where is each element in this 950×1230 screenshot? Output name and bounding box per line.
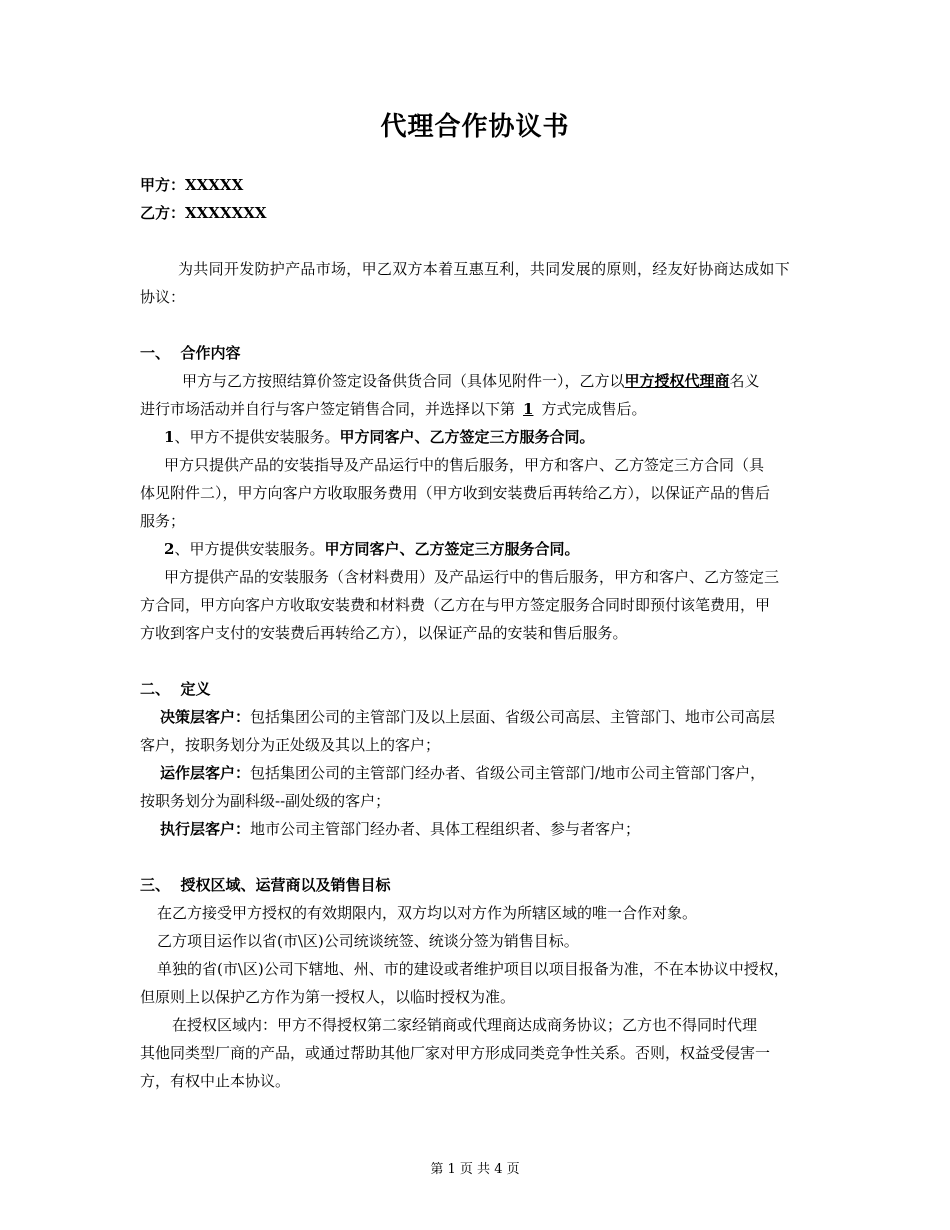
intro-line-2: 协议：: [140, 288, 186, 306]
text-run: 包括集团公司的主管部门及以上层面、省级公司高层、主管部门、地市公司高层: [250, 708, 776, 726]
option-1-para-line-3: 服务；: [140, 512, 186, 530]
definition-operation-line-1: [160, 763, 765, 783]
definition-decision-line-2: 客户，按职务划分为正处级及其以上的客户；: [140, 736, 441, 754]
section-3-line-5: 在授权区域内：甲方不得授权第二家经销商或代理商达成商务协议；乙方也不得同时代理: [172, 1016, 758, 1034]
party-a-line: [140, 175, 243, 195]
text-run: 进行市场活动并自行与客户签定销售合同，并选择以下第: [140, 400, 516, 418]
text-run: 、甲方提供安装服务。: [174, 540, 325, 558]
option-2-para-line-2: 方合同，甲方向客户方收取安装费和材料费（乙方在与甲方签定服务合同时即预付该笔费用，甲: [140, 596, 771, 614]
definition-term: 决策层客户：: [160, 708, 251, 726]
party-b-line: [140, 203, 266, 223]
option-1-number: 1: [164, 428, 175, 446]
intro-line-1: 为共同开发防护产品市场，甲乙双方本着互惠互利，共同发展的原则，经友好协商达成如下: [178, 260, 791, 278]
text-run: 方式完成售后。: [541, 400, 647, 418]
section-2-heading: 二、 定义: [140, 680, 211, 698]
definition-term: 执行层客户：: [160, 820, 251, 838]
section-3-line-3: 单独的省(市\区)公司下辖地、州、市的建设或者维护项目以项目报备为准，不在本协议中授权，: [157, 960, 789, 978]
text-run: 名义: [729, 372, 760, 390]
text-run: 、甲方不提供安装服务。: [174, 428, 340, 446]
option-1-para-line-1: 甲方只提供产品的安装指导及产品运行中的售后服务，甲方和客户、乙方签定三方合同（具: [164, 456, 765, 474]
document-title: 代理合作协议书: [380, 112, 570, 142]
option-2-para-line-3: 方收到客户支付的安装费后再转给乙方），以保证产品的安装和售后服务。: [140, 624, 628, 642]
section-3-line-7: 方，有权中止本协议。: [140, 1072, 291, 1090]
section-3-line-4: 但原则上以保护乙方作为第一授权人，以临时授权为准。: [140, 988, 516, 1006]
option-2-bold: 甲方同客户、乙方签定三方服务合同。: [324, 540, 580, 558]
section-1-heading: 一、 合作内容: [140, 344, 241, 362]
party-a-name: XXXXX: [185, 176, 244, 194]
section-3-line-2: 乙方项目运作以省(市\区)公司统谈统签、统谈分签为销售目标。: [157, 932, 579, 950]
definition-decision-line-1: [160, 707, 775, 727]
option-2-para-line-1: 甲方提供产品的安装服务（含材料费用）及产品运行中的售后服务，甲方和客户、乙方签定三: [164, 568, 780, 586]
section-3-heading: 三、 授权区域、运营商以及销售目标: [140, 876, 391, 894]
section-3-line-6: 其他同类型厂商的产品，或通过帮助其他厂家对甲方形成同类竞争性关系。否则，权益受侵害一: [140, 1044, 771, 1062]
section-1-para-line-1: [182, 371, 760, 391]
text-run: 地市公司主管部门经办者、具体工程组织者、参与者客户；: [250, 820, 641, 838]
party-a-label: 甲方：: [140, 176, 186, 194]
option-1-line: [164, 427, 594, 447]
definition-execution-line-1: [160, 819, 640, 839]
option-1-para-line-2: 体见附件二），甲方向客户方收取服务费用（甲方收到安装费后再转给乙方），以保证产品的售后: [140, 484, 771, 502]
party-b-label: 乙方：: [140, 204, 186, 222]
text-run: 甲方与乙方按照结算价签定设备供货合同（具体见附件一），乙方以: [182, 372, 625, 390]
page-footer: 第 1 页 共 4 页: [430, 1162, 520, 1177]
section-3-line-1: 在乙方接受甲方授权的有效期限内，双方均以对方作为所辖区域的唯一合作对象。: [157, 904, 698, 922]
definition-operation-line-2: 按职务划分为副科级--副处级的客户；: [140, 792, 391, 810]
option-1-bold: 甲方同客户、乙方签定三方服务合同。: [339, 428, 595, 446]
service-option-number: 1: [523, 400, 534, 418]
authorized-agent-term: 甲方授权代理商: [624, 372, 730, 390]
party-b-name: XXXXXXX: [185, 204, 267, 222]
section-1-para-line-2: [140, 399, 646, 419]
text-run: 包括集团公司的主管部门经办者、省级公司主管部门/地市公司主管部门客户，: [250, 764, 766, 782]
option-2-number: 2: [164, 540, 175, 558]
option-2-line: [164, 539, 579, 559]
definition-term: 运作层客户：: [160, 764, 251, 782]
